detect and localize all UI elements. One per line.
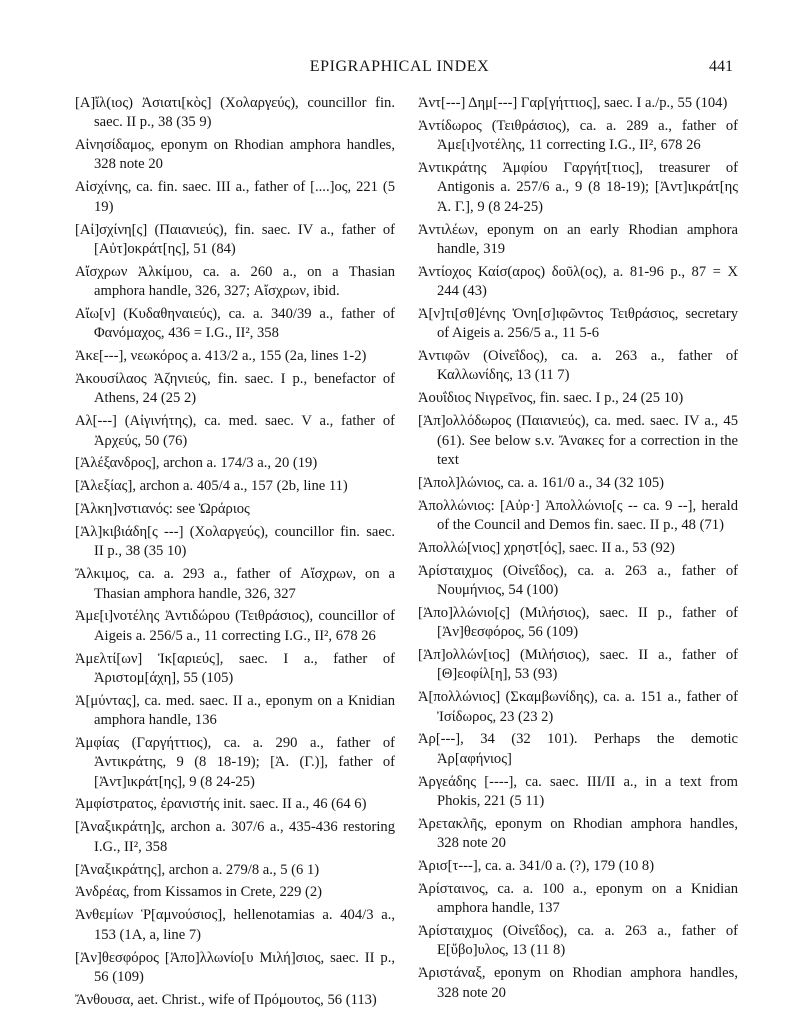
index-entry: Ἀμελτί[ων] Ἰκ[αριεύς], saec. I a., father of Ἀριστομ[άχη], 55 (105) (75, 650, 395, 686)
index-entry: Ἀρετακλῆς, eponym on Rhodian amphora handles, 328 note 20 (418, 815, 738, 852)
index-entry: Ἀντιλέων, eponym on an early Rhodian amphora handle, 319 (418, 221, 738, 257)
index-entry: Ἀκε[---], νεωκόρος a. 413/2 a., 155 (2a, lines 1-2) (75, 348, 367, 365)
index-entry: Ἄνθουσα, aet. Christ., wife of Πρόμουτος, 56 (113) (75, 991, 377, 1008)
index-entry: Ἀμε[ι]νοτέλης Ἀντιδώρου (Τειθράσιος), councillor of Aigeis a. 256/5 a., 11 correcting I.G., II², 678 26 (75, 608, 395, 644)
index-entry: Ἀντίδωρος (Τειθράσιος), ca. a. 289 a., father of Ἀμε[ι]νοτέλης, 11 correcting I.G., II², 678 26 (418, 117, 738, 154)
index-entry: [Ἀν]θεσφόρος [Ἀπο]λλωνίο[υ Μιλή]σιος, saec. II p., 56 (109) (75, 949, 395, 985)
index-entry: [Ἀπολ]λώνιος, ca. a. 161/0 a., 34 (32 105) (418, 474, 665, 491)
index-entry: Ἀντ[---] Δημ[---] Γαρ[γήττιος], saec. I a./p., 55 (104) (418, 95, 728, 111)
index-entry: Ἄλκιμος, ca. a. 293 a., father of Αἴσχρων, on a Thasian amphora handle, 326, 327 (75, 566, 395, 602)
index-entry: Ἀργεάδης [----], ca. saec. III/II a., in a text from Phokis, 221 (5 11) (418, 773, 738, 809)
index-entry: Ἀμφίας (Γαργήττιος), ca. a. 290 a., father of Ἀντικράτης, 9 (8 18-19); [Ἀ. (Γ.)], father of [Ἀντ]ικράτ[ης], 9 (8 24-25) (75, 735, 395, 790)
index-entry: Ἀριστάναξ, eponym on Rhodian amphora handles, 328 note 20 (418, 965, 738, 1001)
page-title: EPIGRAPHICAL INDEX (309, 58, 490, 75)
index-entry: Ἀκουσίλαος Ἀζηνιεύς, fin. saec. I p., benefactor of Athens, 24 (25 2) (75, 371, 395, 407)
index-entry: Ἀ[μύντας], ca. med. saec. II a., eponym on a Knidian amphora handle, 136 (75, 692, 395, 729)
index-entry: [Ἀπ]ολλών[ιος] (Μιλήσιος), saec. II a., father of [Θ]εοφίλ[η], 53 (93) (418, 647, 738, 683)
index-entry: Ἀντίοχος Καίσ(αρος) δοῦλ(ος), a. 81-96 p., 87 = X 244 (43) (418, 263, 738, 300)
index-entry: Ἀπολλώ[νιος] χρηστ[ός], saec. II a., 53 (92) (418, 539, 675, 556)
index-entry: Ἀνδρέας, from Kissamos in Crete, 229 (2) (75, 884, 323, 901)
index-entry: [Αἰ]σχίνη[ς] (Παιανιεύς), fin. saec. IV a., father of [Αὐτ]οκράτ[ης], 51 (84) (75, 221, 395, 257)
index-entry: [Ἀλκη]νστιανός: see Ὡράριος (75, 501, 250, 518)
index-column-right (418, 94, 738, 1006)
index-entry: Ἀμφίστρατος, ἐρανιστής init. saec. II a., 46 (64 6) (75, 796, 367, 813)
index-entry: [Α]ἴλ(ιος) Ἀσιατι[κὸς] (Χολαργεύς), councillor fin. saec. II p., 38 (35 9) (75, 95, 395, 131)
index-entry: [Ἀπ]ολλόδωρος (Παιανιεύς), ca. med. saec. IV a., 45 (61). See below s.v. Ἄνακες for a correction in the text (418, 413, 738, 468)
index-entry: Ἀντιφῶν (Οἰνεΐδος), ca. a. 263 a., father of Καλλωνίδης, 13 (11 7) (418, 348, 738, 384)
index-entry: [Ἀπο]λλώνιο[ς] (Μιλήσιος), saec. II p., father of [Ἀν]θεσφόρος, 56 (109) (418, 604, 738, 641)
index-entry: [Ἀλ]κιβιάδη[ς ---] (Χολαργεύς), councillor fin. saec. II p., 38 (35 10) (75, 524, 395, 560)
page-number: 441 (709, 58, 733, 75)
index-entry: Ἀρ[---], 34 (32 101). Perhaps the demotic Ἀρ[αφήνιος] (418, 731, 738, 767)
index-entry: Ἀρισ[τ---], ca. a. 341/0 a. (?), 179 (10 8) (418, 857, 655, 874)
index-entry: Ἀντικράτης Ἀμφίου Γαργήτ[τιος], treasurer of Antigonis a. 257/6 a., 9 (8 18-19); [Ἀντ]ικράτ[ης Ἀ. Γ.], 9 (8 24-25) (418, 160, 738, 215)
index-entry: [Ἀναξικράτη]ς, archon a. 307/6 a., 435-436 restoring I.G., II², 358 (75, 819, 395, 855)
running-head (0, 58, 799, 78)
index-entry: Ἀρίσταιχμος (Οἰνεΐδος), ca. a. 263 a., father of Ε[ὔβο]υλος, 13 (11 8) (418, 923, 738, 959)
index-entry: Αἴσχρων Ἀλκίμου, ca. a. 260 a., on a Thasian amphora handle, 326, 327; Αἴσχρων, ibid. (75, 263, 395, 300)
index-entry: Αἰνησίδαμος, eponym on Rhodian amphora handles, 328 note 20 (75, 137, 395, 173)
index-entry: Ἀ[ν]τι[σθ]ένης Ὀνη[σ]ιφῶντος Τειθράσιος, secretary of Aigeis a. 256/5 a., 11 5-6 (418, 305, 738, 342)
index-entry: Ἀουΐδιος Νιγρεῖνος, fin. saec. I p., 24 (25 10) (418, 390, 684, 407)
index-entry: Ἀρίσταιχμος (Οἰνεΐδος), ca. a. 263 a., father of Νουμήνιος, 54 (100) (418, 562, 738, 598)
index-entry: Ἀ[πολλώνιος] (Σκαμβωνίδης), ca. a. 151 a., father of Ἰσίδωρος, 23 (23 2) (418, 689, 738, 725)
index-entry: Ἀρίσταινος, ca. a. 100 a., eponym on a Knidian amphora handle, 137 (418, 880, 738, 917)
index-entry: [Ἀναξικράτης], archon a. 279/8 a., 5 (6 1) (75, 861, 320, 878)
index-entry: [Ἀλεξίας], archon a. 405/4 a., 157 (2b, line 11) (75, 478, 348, 495)
index-entry: Ἀνθεμίων Ῥ[αμνούσιος], hellenotamias a. 404/3 a., 153 (1A, a, line 7) (75, 907, 395, 943)
index-entry: [Ἀλέξανδρος], archon a. 174/3 a., 20 (19) (75, 455, 318, 472)
index-entry: Ἀπολλώνιος: [Αὐρ·] Ἀπολλώνιο[ς -- ca. 9 --], herald of the Council and Demos fin. saec. II p., 48 (71) (418, 497, 738, 533)
index-entry: Αἰσχίνης, ca. fin. saec. III a., father of [....]ος, 221 (5 19) (75, 179, 395, 215)
index-entry: Αἴω[ν] (Κυδαθηναιεύς), ca. a. 340/39 a., father of Φανόμαχος, 436 = I.G., II², 358 (75, 305, 395, 342)
index-column-left (75, 94, 395, 1014)
index-entry: Αλ[---] (Αἰγινήτης), ca. med. saec. V a., father of Ἀρχεύς, 50 (76) (75, 413, 395, 449)
